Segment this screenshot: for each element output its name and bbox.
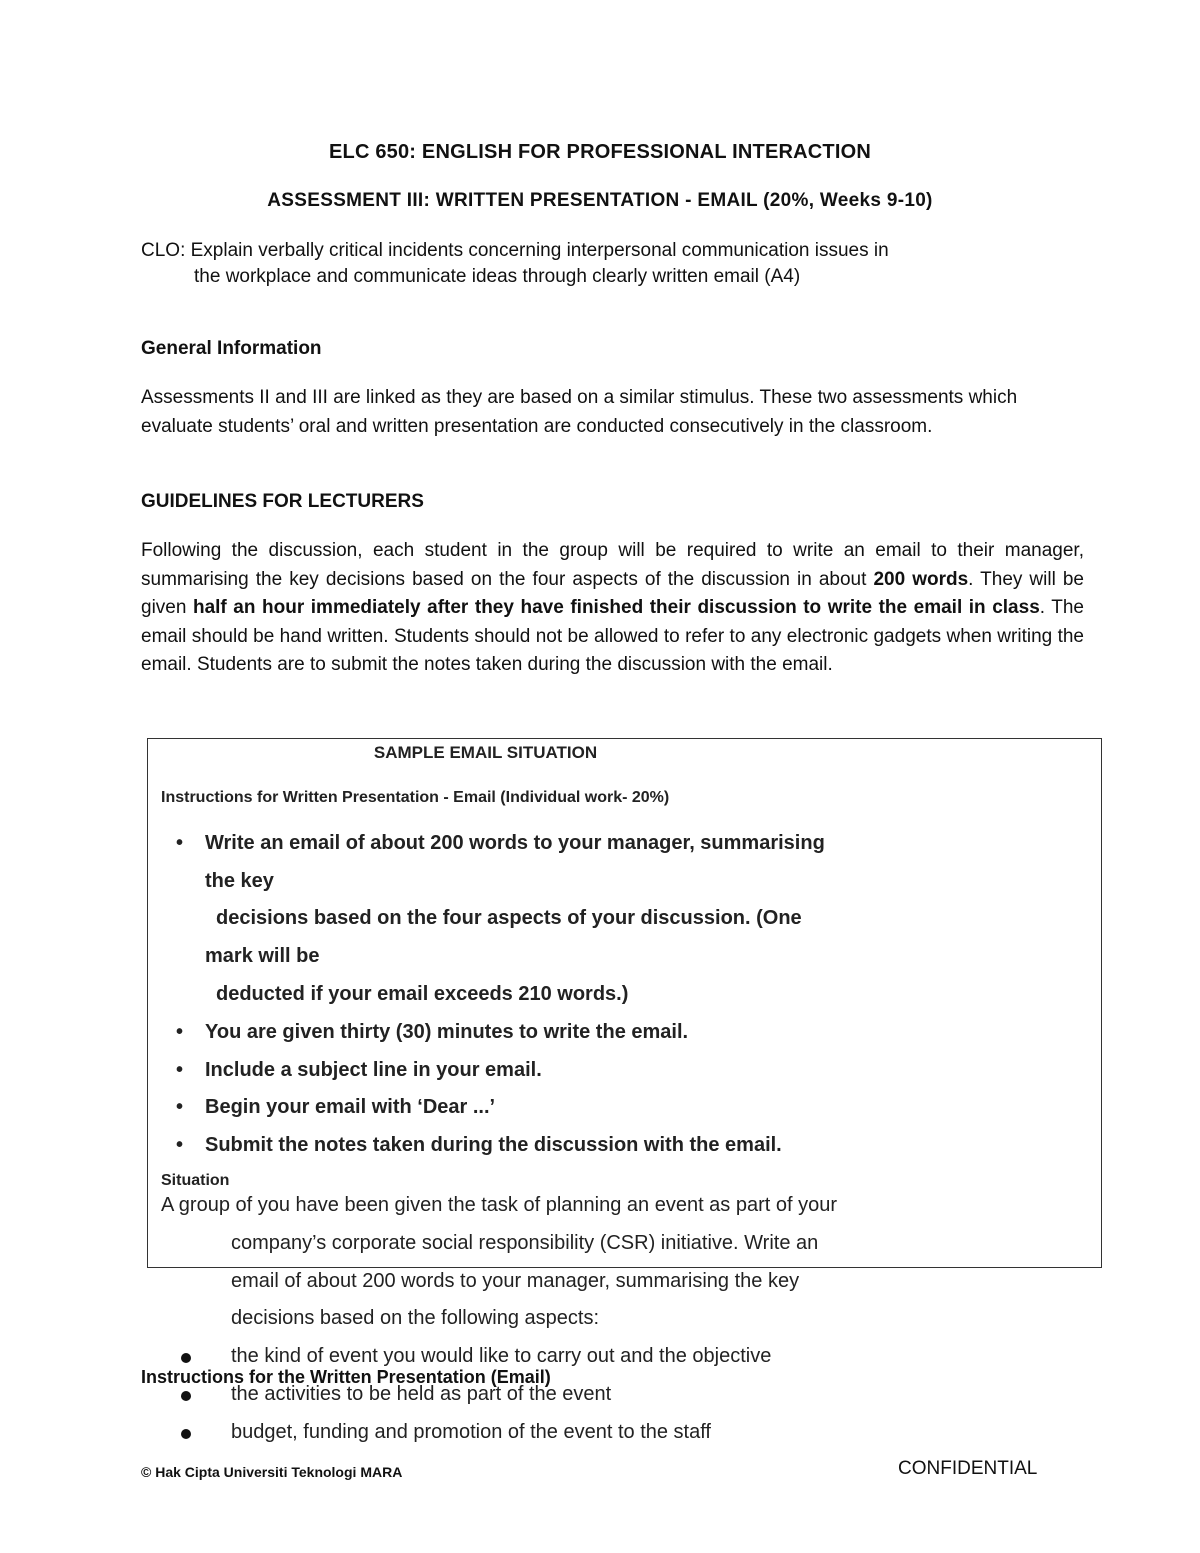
aspect-bullet-dot	[181, 1429, 191, 1439]
situation-label: Situation	[161, 1172, 230, 1189]
clo-line-2: the workplace and communicate ideas through clearly written email (A4)	[194, 266, 801, 287]
bullet-marker: •	[176, 1021, 184, 1043]
bullet-marker: •	[176, 832, 184, 854]
aspect-bullet-dot	[181, 1391, 191, 1401]
guidelines-bold-time: half an hour immediately after they have finished their discussion to write the email in class	[192, 597, 1040, 618]
guidelines-text-1: Following the discussion, each student in the group will be required to write an email to their manager, summarising the key decisions based on the four aspects of the discussion in about	[141, 540, 1084, 590]
bullet-1-line-4: mark will be	[205, 945, 320, 967]
course-title: ELC 650: ENGLISH FOR PROFESSIONAL INTERACTION	[328, 141, 872, 163]
bullet-2: You are given thirty (30) minutes to write the email.	[205, 1021, 689, 1043]
aspect-item-3: budget, funding and promotion of the event to the staff	[231, 1421, 711, 1443]
guidelines-text-2: . They will be given	[141, 568, 1085, 618]
footer-copyright: © Hak Cipta Universiti Teknologi MARA	[141, 1464, 403, 1480]
situation-line-4: decisions based on the following aspects:	[231, 1307, 600, 1329]
bullet-1-line-1: Write an email of about 200 words to your manager, summarising	[205, 832, 825, 854]
bullet-3: Include a subject line in your email.	[205, 1059, 542, 1081]
bullet-1-line-5: deducted if your email exceeds 210 words.)	[216, 983, 629, 1005]
general-info-heading: General Information	[141, 338, 322, 359]
aspect-item-1: the kind of event you would like to carry out and the objective	[231, 1345, 772, 1367]
general-info-paragraph: Assessments II and III are linked as they are based on a similar stimulus. These two assessments which evaluate students’ oral and written presentation are conducted consecutively in the classroom.	[141, 387, 1018, 437]
footer-confidential: CONFIDENTIAL	[898, 1458, 1038, 1479]
sample-email-title: SAMPLE EMAIL SITUATION	[373, 743, 598, 762]
bullet-5: Submit the notes taken during the discussion with the email.	[205, 1134, 782, 1156]
bullet-marker: •	[176, 1134, 184, 1156]
aspect-bullet-dot	[181, 1353, 191, 1363]
clo-line-1: CLO: Explain verbally critical incidents concerning interpersonal communication issues in	[141, 240, 889, 261]
bullet-1-line-2: the key	[205, 870, 274, 892]
overlay-heading: Instructions for the Written Presentation (Email)	[141, 1367, 551, 1387]
bullet-marker: •	[176, 1059, 184, 1081]
sample-email-instructions: Instructions for Written Presentation - Email (Individual work- 20%)	[161, 789, 670, 806]
aspect-item-2: the activities to be held as part of the event	[231, 1383, 612, 1405]
guidelines-heading: GUIDELINES FOR LECTURERS	[141, 491, 424, 512]
guidelines-paragraph	[141, 537, 1084, 680]
assessment-title: ASSESSMENT III: WRITTEN PRESENTATION - EMAIL (20%, Weeks 9-10)	[267, 190, 933, 211]
situation-line-3: email of about 200 words to your manager, summarising the key	[231, 1270, 800, 1292]
guidelines-bold-words: 200 words	[873, 568, 969, 590]
bullet-marker: •	[176, 1096, 184, 1118]
guidelines-text-3: . The email should be hand written. Students should not be allowed to refer to any electronic gadgets when writing the email. Students are to submit the notes taken during the discussion with the email.	[141, 597, 1084, 675]
situation-line-1: A group of you have been given the task of planning an event as part of your	[161, 1194, 838, 1216]
bullet-1-line-3: decisions based on the four aspects of your discussion. (One	[216, 907, 802, 929]
bullet-4: Begin your email with ‘Dear ...’	[205, 1096, 496, 1118]
situation-line-2: company’s corporate social responsibility (CSR) initiative. Write an	[231, 1232, 819, 1254]
